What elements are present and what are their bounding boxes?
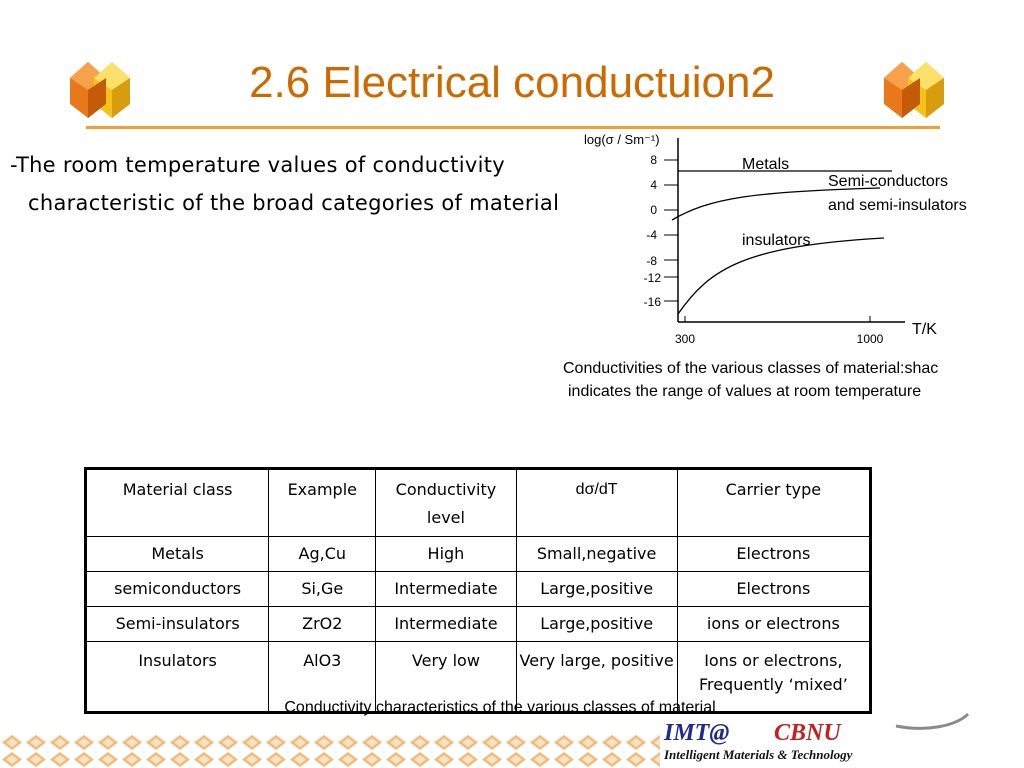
- table-cell: Ions or electrons, Frequently ‘mixed’: [677, 642, 870, 713]
- table-cell: Intermediate: [376, 572, 516, 607]
- graph-caption-line-2: indicates the range of values at room temperature: [568, 383, 922, 400]
- conductivity-graph: [560, 128, 1010, 348]
- table-cell: Metals: [86, 537, 269, 572]
- table-header-cell: dσ/dT: [516, 469, 677, 537]
- table-caption: Conductivity characteristics of the various classes of material: [284, 699, 716, 716]
- semiconductors-label: Semi-conductors: [828, 173, 949, 190]
- bullet-text: [10, 146, 610, 222]
- graph-caption: [563, 357, 938, 403]
- graph-caption-line-1: Conductivities of the various classes of material:shac: [563, 360, 939, 377]
- table-cell: Very large, positive: [516, 642, 677, 713]
- insulators-curve: [678, 238, 884, 314]
- logo-text-left: IMT@: [664, 720, 730, 746]
- table-cell: Intermediate: [376, 607, 516, 642]
- table-header-cell: Example: [269, 469, 376, 537]
- x-tick-label: 300: [674, 332, 696, 346]
- semi-insulators-label: and semi-insulators: [828, 197, 967, 214]
- table-cell: Ag,Cu: [269, 537, 376, 572]
- table-cell: ZrO2: [269, 607, 376, 642]
- y-tick-label: 0: [650, 203, 657, 217]
- y-ticks: [664, 160, 678, 301]
- imt-cbnu-logo: [656, 712, 996, 768]
- y-tick-label: 4: [650, 178, 657, 192]
- y-axis-label: log(σ / Sm⁻¹): [584, 132, 660, 147]
- table-cell: Small,negative: [516, 537, 677, 572]
- table-cell: Insulators: [86, 642, 269, 713]
- table-cell: Si,Ge: [269, 572, 376, 607]
- y-tick-label: 8: [650, 153, 657, 167]
- table-header-cell: Carrier type: [677, 469, 870, 537]
- insulators-label: insulators: [742, 232, 811, 249]
- table-header-cell: Conductivity level: [376, 469, 516, 537]
- bullet-line-2: characteristic of the broad categories of material: [28, 191, 560, 215]
- logo-text-right: CBNU: [774, 720, 841, 746]
- metals-label: Metals: [742, 156, 790, 173]
- y-tick-label: -8: [646, 254, 657, 268]
- table-cell: Electrons: [677, 572, 870, 607]
- footer-pattern: [0, 734, 660, 768]
- x-axis-label: T/K: [912, 321, 937, 338]
- table-row: [86, 572, 871, 607]
- slide-title: 2.6 Electrical conductuion2: [249, 58, 775, 107]
- table-cell: Electrons: [677, 537, 870, 572]
- table-cell: Very low: [376, 642, 516, 713]
- table-cell: Large,positive: [516, 607, 677, 642]
- table-cell: Semi-insulators: [86, 607, 269, 642]
- table-header-cell: Material class: [86, 469, 269, 537]
- table-row: [86, 537, 871, 572]
- logo-tagline: Intelligent Materials & Technology: [664, 747, 853, 762]
- conductivity-table: [84, 467, 872, 714]
- x-tick-label: 1000: [856, 332, 884, 346]
- bullet-line-1: -The room temperature values of conductivity: [10, 153, 506, 177]
- table-cell: ions or electrons: [677, 607, 870, 642]
- table-row: [86, 607, 871, 642]
- table-cell: AlO3: [269, 642, 376, 713]
- table-cell: semiconductors: [86, 572, 269, 607]
- y-tick-label: -4: [646, 228, 657, 242]
- logo-swoosh: [896, 714, 968, 728]
- y-tick-label: -12: [643, 271, 661, 285]
- table-cell: Large,positive: [516, 572, 677, 607]
- y-tick-label: -16: [643, 295, 661, 309]
- table-header-row: [86, 469, 871, 537]
- table-cell: High: [376, 537, 516, 572]
